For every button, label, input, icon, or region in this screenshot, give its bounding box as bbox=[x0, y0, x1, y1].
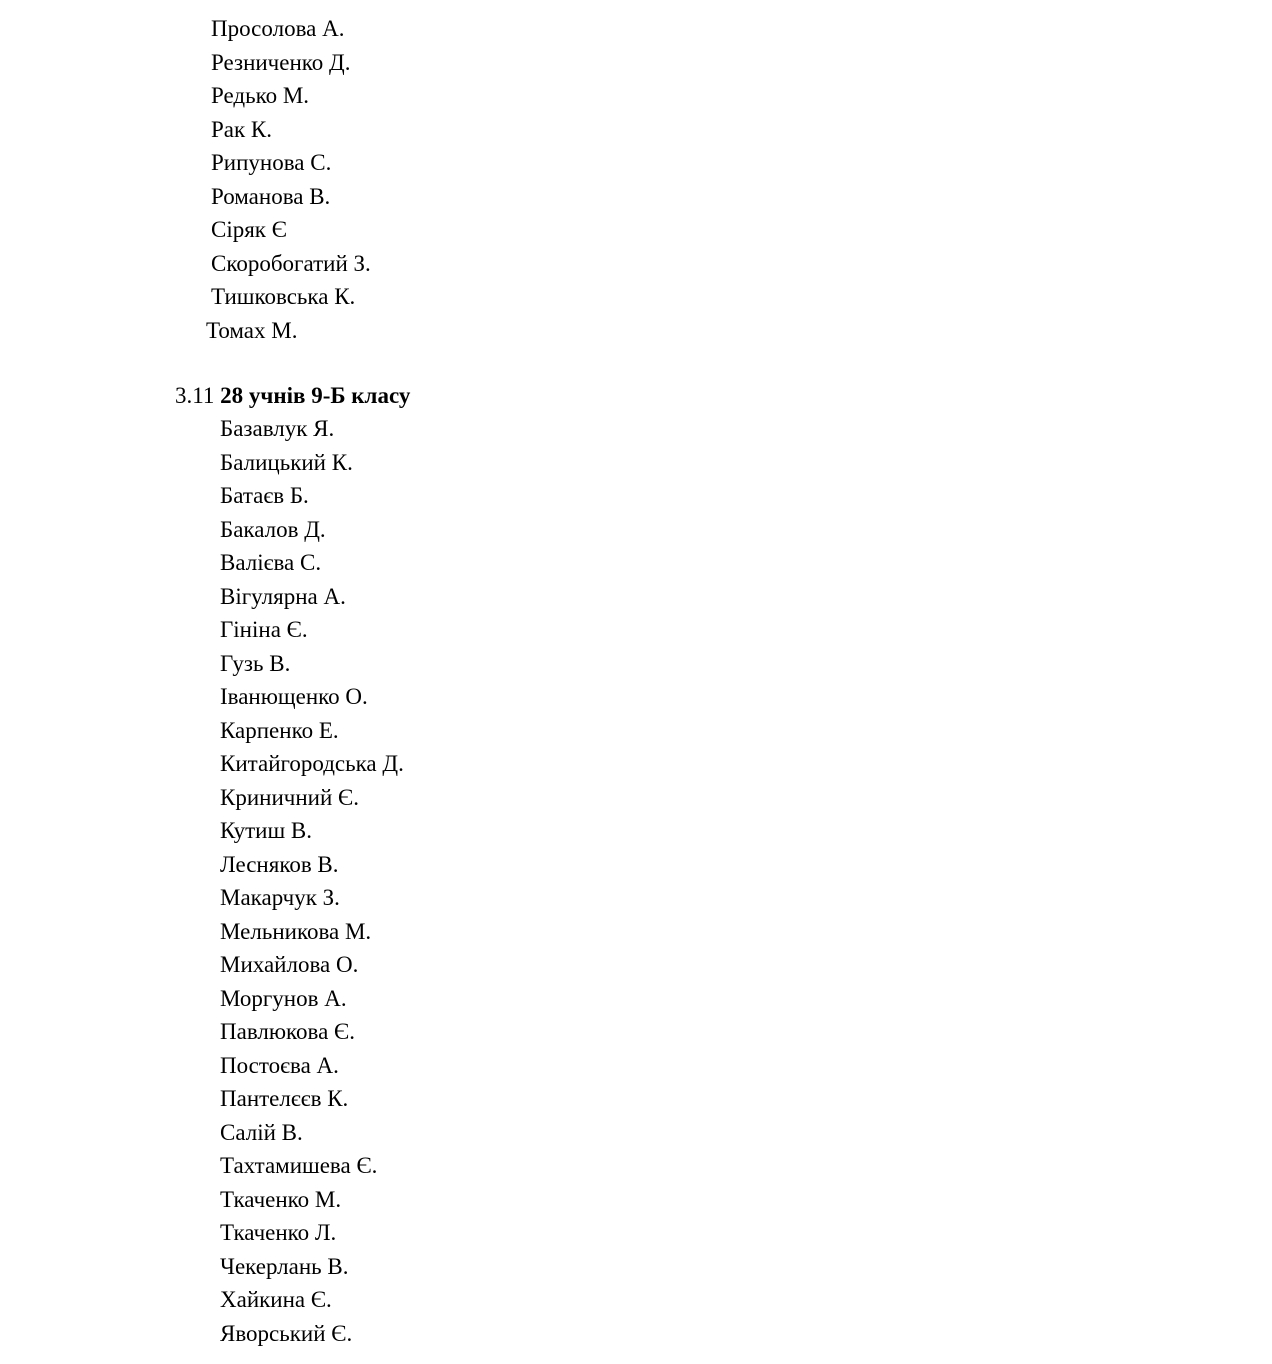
student-name: Ткаченко М. bbox=[220, 1186, 342, 1212]
student-name: Бакалов Д. bbox=[220, 516, 326, 542]
student-name: Павлюкова Є. bbox=[220, 1019, 355, 1044]
student-name: Валієва С. bbox=[220, 550, 322, 575]
student-name: Вігулярна А. bbox=[220, 583, 346, 609]
student-name: Яворський Є. bbox=[220, 1320, 353, 1346]
student-name: Салій В. bbox=[220, 1119, 303, 1145]
student-name: Тахтамишева Є. bbox=[220, 1153, 378, 1178]
student-name: Сіряк Є bbox=[211, 217, 287, 242]
student-name: Мельникова М. bbox=[220, 918, 372, 944]
student-name: Просолова А. bbox=[211, 16, 345, 41]
student-name: Криничний Є. bbox=[220, 784, 359, 810]
section-title: 28 учнів 9-Б класу bbox=[220, 383, 411, 408]
student-name: Карпенко Е. bbox=[220, 717, 339, 743]
student-name: Резниченко Д. bbox=[211, 49, 351, 75]
section-number: 3.11 bbox=[175, 383, 215, 408]
student-name: Макарчук З. bbox=[220, 885, 340, 910]
previous-student-list bbox=[206, 12, 371, 347]
student-name: Скоробогатий З. bbox=[211, 250, 371, 276]
student-name: Рак К. bbox=[211, 116, 273, 142]
student-name: Романова В. bbox=[211, 183, 331, 209]
student-name: Моргунов А. bbox=[220, 985, 347, 1011]
student-name: Хайкина Є. bbox=[220, 1287, 332, 1312]
student-name: Батаєв Б. bbox=[220, 483, 309, 508]
student-name: Базавлук Я. bbox=[220, 416, 335, 441]
student-name: Томах М. bbox=[206, 317, 298, 343]
section-heading bbox=[175, 379, 410, 413]
student-name: Михайлова О. bbox=[220, 952, 359, 977]
student-name: Гузь В. bbox=[220, 650, 291, 676]
student-name: Гініна Є. bbox=[220, 617, 308, 642]
student-name: Лесняков В. bbox=[220, 851, 339, 877]
student-name: Пантелєєв К. bbox=[220, 1086, 349, 1111]
student-name: Постоєва А. bbox=[220, 1052, 339, 1078]
student-name: Китайгородська Д. bbox=[220, 751, 404, 776]
student-name: Чекерлань В. bbox=[220, 1253, 349, 1279]
student-name: Редько М. bbox=[211, 83, 310, 108]
student-name: Балицький К. bbox=[220, 449, 353, 475]
student-name: Рипунова С. bbox=[211, 150, 332, 175]
student-name: Кутиш В. bbox=[220, 818, 313, 843]
student-name: Тишковська К. bbox=[211, 284, 356, 309]
student-name: Іванющенко О. bbox=[220, 684, 368, 709]
class-9b-student-list bbox=[220, 412, 404, 1350]
student-name: Ткаченко Л. bbox=[220, 1220, 337, 1245]
